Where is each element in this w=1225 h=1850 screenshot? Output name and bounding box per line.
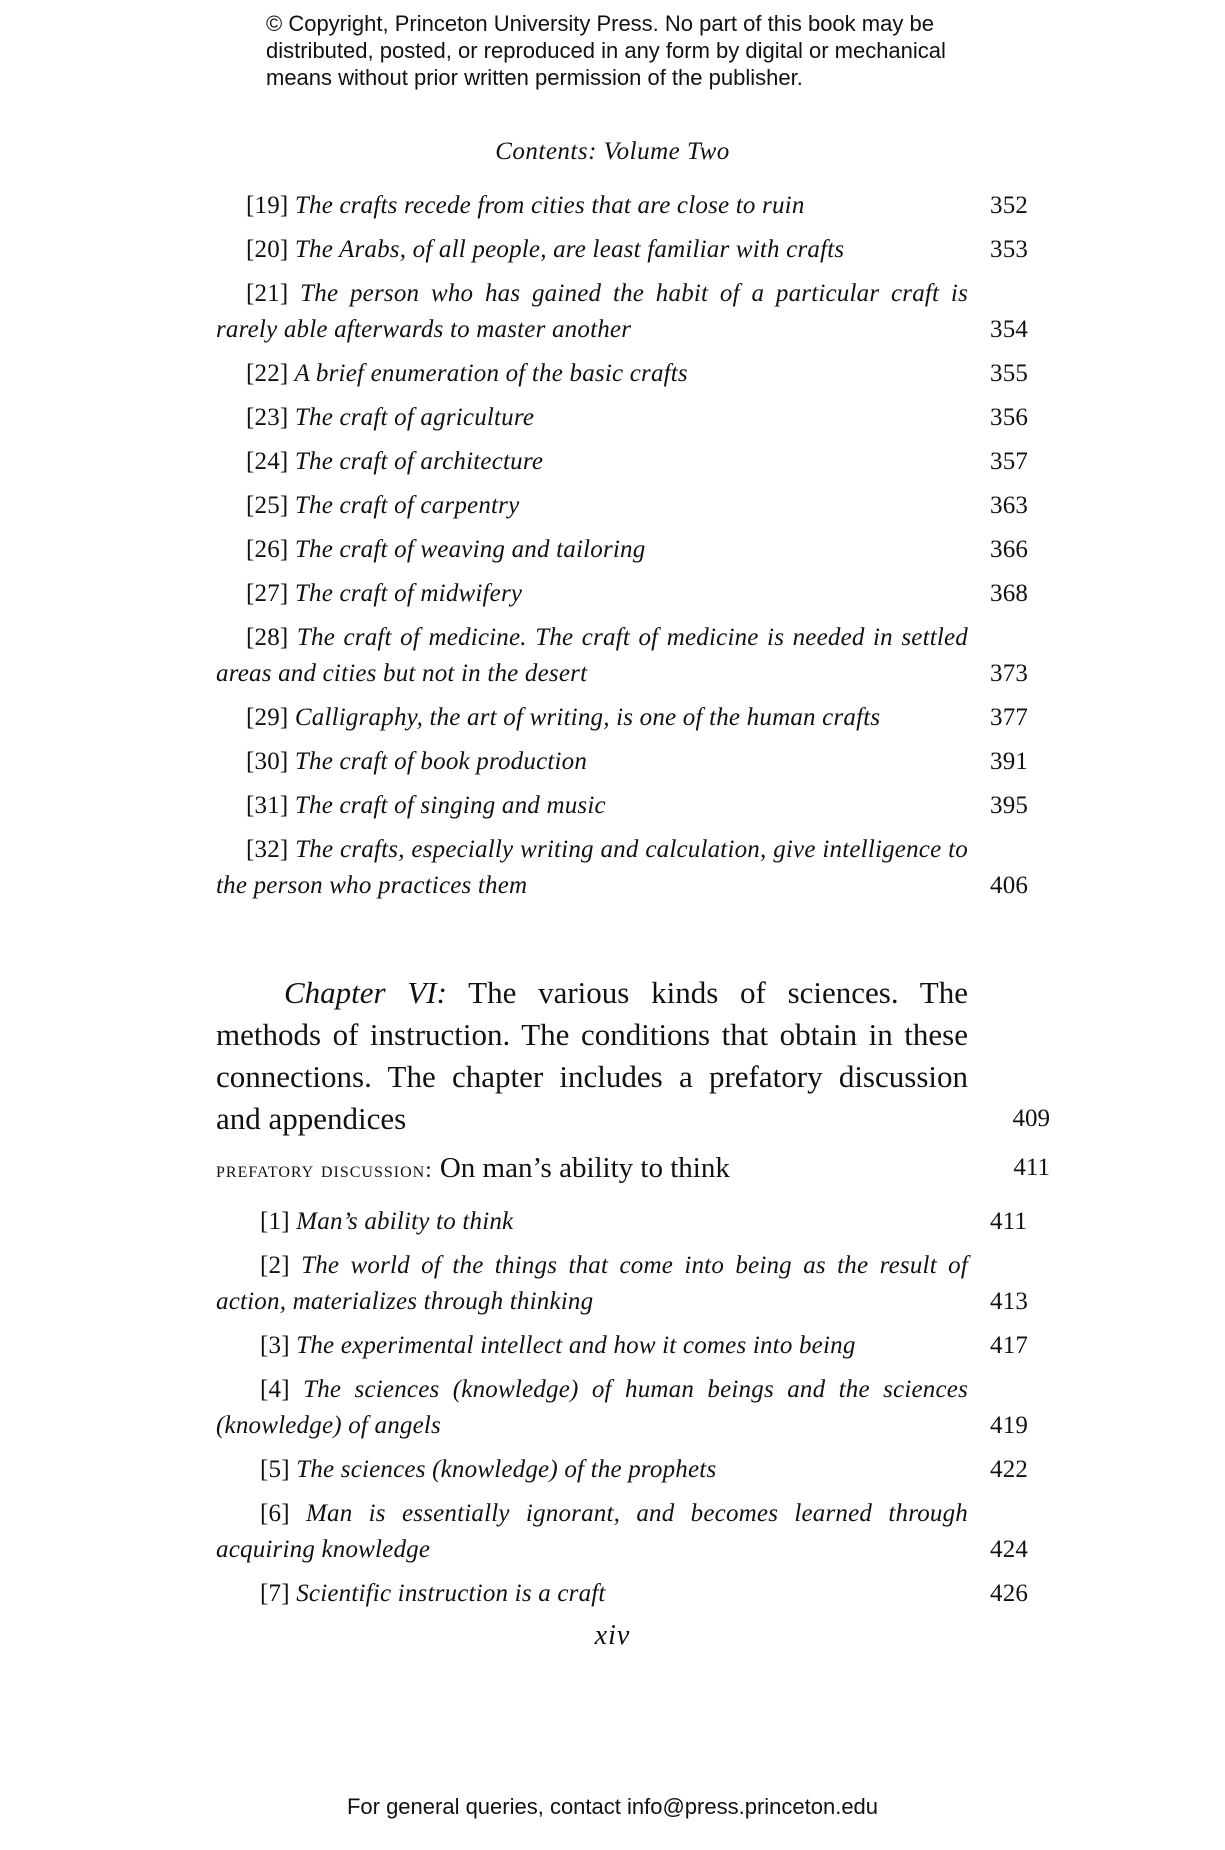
chapter-label: Chapter VI: [284, 975, 447, 1010]
entry-title: The sciences (knowledge) of human beings and the sciences (knowledge) of angels [216, 1376, 969, 1439]
toc-entry [216, 488, 1050, 524]
entry-title: The world of the things that come into being as the result of action, materializes through thinking [216, 1252, 969, 1315]
entry-number: [5] [260, 1456, 290, 1483]
entry-number: [6] [260, 1500, 290, 1527]
toc-entry [216, 276, 1050, 348]
entry-page: 353 [990, 236, 1029, 263]
entry-number: [21] [246, 280, 289, 307]
toc-section-crafts [216, 188, 1050, 912]
entry-title: The crafts recede from cities that are close to ruin [294, 192, 805, 219]
chapter-page: 409 [1012, 1105, 1050, 1132]
toc-entry [216, 700, 1050, 736]
entry-title: Man is essentially ignorant, and becomes learned through acquiring knowledge [216, 1500, 968, 1563]
entry-title: The craft of midwifery [294, 580, 523, 607]
entry-title: The experimental intellect and how it comes into being [296, 1332, 856, 1359]
entry-number: [32] [246, 836, 289, 863]
entry-number: [30] [246, 748, 289, 775]
entry-number: [3] [260, 1332, 290, 1359]
entry-title: A brief enumeration of the basic crafts [294, 360, 688, 387]
entry-number: [4] [260, 1376, 290, 1403]
entry-number: [23] [246, 404, 289, 431]
entry-page: 363 [990, 492, 1029, 519]
entry-number: [19] [246, 192, 289, 219]
toc-entry [216, 232, 1050, 268]
entry-title: The craft of medicine. The craft of medicine is needed in settled areas and cities but not in the desert [216, 624, 968, 687]
entry-number: [7] [260, 1580, 290, 1607]
toc-entry [216, 832, 1050, 904]
entry-page: 357 [990, 448, 1029, 475]
entry-title: The craft of singing and music [294, 792, 606, 819]
entry-page: 419 [990, 1412, 1029, 1439]
entry-title: Calligraphy, the art of writing, is one of the human crafts [294, 704, 881, 731]
entry-number: [25] [246, 492, 289, 519]
toc-entry [216, 620, 1050, 692]
copyright-line-1: © Copyright, Princeton University Press. No part of this book may be [266, 11, 934, 36]
toc-entry [216, 400, 1050, 436]
entry-page: 355 [990, 360, 1029, 387]
entry-title: The craft of weaving and tailoring [294, 536, 646, 563]
entry-page: 411 [990, 1208, 1028, 1235]
entry-title: The craft of carpentry [294, 492, 520, 519]
prefatory-page: 411 [1013, 1154, 1050, 1181]
entry-number: [24] [246, 448, 289, 475]
entry-number: [29] [246, 704, 289, 731]
entry-page: 406 [990, 872, 1029, 899]
toc-entry [216, 744, 1050, 780]
toc-entry [216, 356, 1050, 392]
entry-page: 395 [990, 792, 1029, 819]
copyright-notice [266, 10, 1026, 91]
entry-page: 356 [990, 404, 1029, 431]
entry-title: The Arabs, of all people, are least familiar with crafts [294, 236, 845, 263]
entry-number: [22] [246, 360, 289, 387]
entry-page: 417 [990, 1332, 1029, 1359]
entry-page: 422 [990, 1456, 1029, 1483]
entry-page: 373 [990, 660, 1029, 687]
entry-page: 413 [990, 1288, 1029, 1315]
entry-page: 352 [990, 192, 1029, 219]
toc-entry [216, 1496, 1050, 1568]
entry-number: [31] [246, 792, 289, 819]
toc-entry [216, 444, 1050, 480]
entry-title: The craft of agriculture [294, 404, 535, 431]
copyright-line-2: distributed, posted, or reproduced in any form by digital or mechanical [266, 38, 946, 63]
entry-number: [20] [246, 236, 289, 263]
prefatory-title: On man’s ability to think [439, 1152, 730, 1184]
entry-title: The craft of architecture [294, 448, 544, 475]
toc-entry [216, 1328, 1050, 1364]
entry-page: 368 [990, 580, 1029, 607]
entry-page: 426 [990, 1580, 1029, 1607]
entry-title: Scientific instruction is a craft [296, 1580, 606, 1607]
entry-number: [1] [260, 1208, 290, 1235]
toc-entry [216, 532, 1050, 568]
entry-number: [26] [246, 536, 289, 563]
copyright-line-3: means without prior written permission of the publisher. [266, 65, 803, 90]
entry-number: [27] [246, 580, 289, 607]
toc-entry [216, 1576, 1050, 1612]
toc-entry [216, 788, 1050, 824]
chapter-heading [216, 972, 1050, 1140]
prefatory-label: prefatory discussion: [216, 1157, 433, 1182]
page-number: xiv [594, 1620, 631, 1651]
entry-page: 424 [990, 1536, 1029, 1563]
entry-page: 391 [990, 748, 1029, 775]
chapter-title: The various kinds of sciences. The methods of instruction. The conditions that obtain in these connections. The chapter includes a prefatory discussion and appendices [216, 975, 968, 1136]
entry-title: The person who has gained the habit of a particular craft is rarely able afterwards to master another [216, 280, 968, 343]
toc-section-sciences [216, 1204, 1050, 1620]
entry-title: The crafts, especially writing and calculation, give intelligence to the person who practices them [216, 836, 968, 899]
entry-number: [2] [260, 1252, 290, 1279]
entry-page: 366 [990, 536, 1029, 563]
entry-page: 377 [990, 704, 1029, 731]
toc-entry [216, 1248, 1050, 1320]
entry-page: 354 [990, 316, 1029, 343]
toc-entry [216, 1372, 1050, 1444]
running-head: Contents: Volume Two [495, 138, 730, 165]
toc-entry [216, 1204, 1050, 1240]
entry-title: Man’s ability to think [296, 1208, 514, 1235]
entry-title: The sciences (knowledge) of the prophets [296, 1456, 717, 1483]
prefatory-discussion [216, 1148, 1050, 1190]
toc-entry [216, 188, 1050, 224]
entry-title: The craft of book production [294, 748, 588, 775]
toc-entry [216, 1452, 1050, 1488]
toc-entry [216, 576, 1050, 612]
footer-contact: For general queries, contact info@press.princeton.edu [346, 1794, 879, 1819]
entry-number: [28] [246, 624, 289, 651]
